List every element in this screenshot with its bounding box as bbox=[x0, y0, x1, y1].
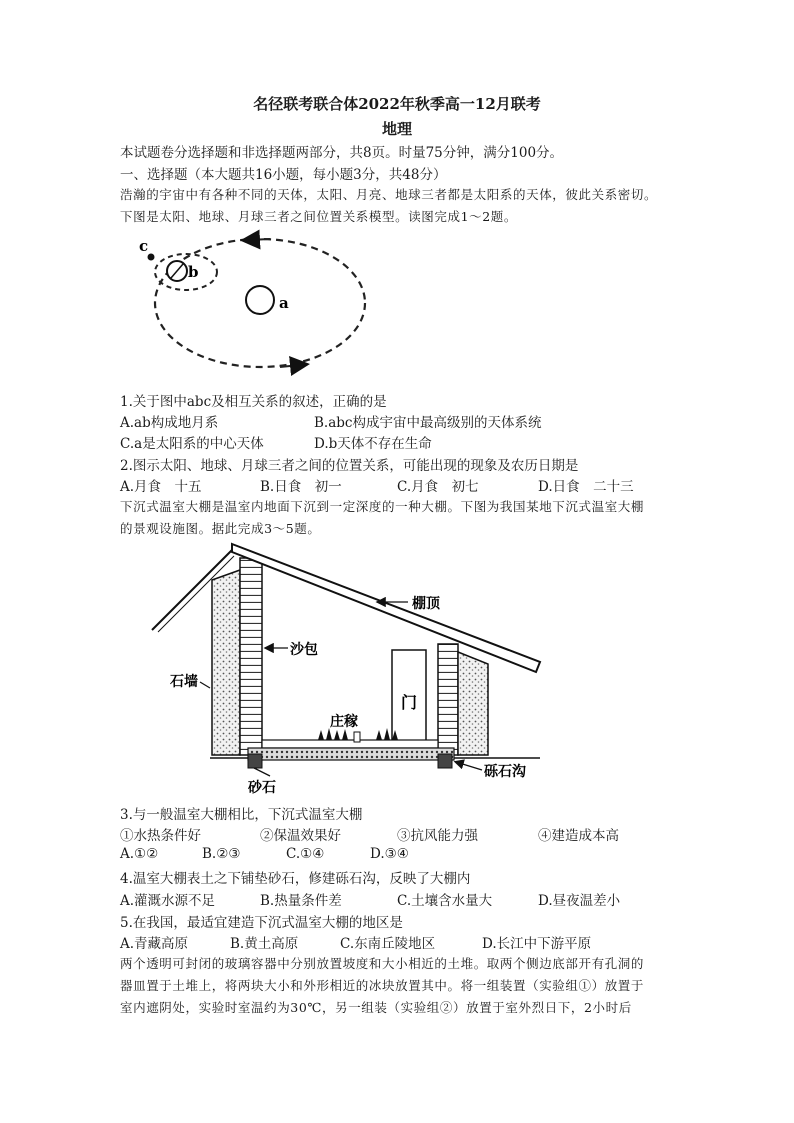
q1-option-b[interactable]: B.abc构成宇宙中最高级别的天体系统 bbox=[314, 415, 542, 431]
q2-option-d[interactable]: D.日食 二十三 bbox=[538, 479, 634, 495]
ditch-label: 砾石沟 bbox=[484, 764, 526, 780]
q2-option-a[interactable]: A.月食 十五 bbox=[120, 479, 202, 495]
q1-option-a[interactable]: A.ab构成地月系 bbox=[120, 415, 219, 431]
exam-title: 名径联考联合体2022年秋季高一12月联考 bbox=[253, 95, 541, 113]
q1-option-c[interactable]: C.a是太阳系的中心天体 bbox=[120, 436, 264, 452]
stonewall-label: 石墙 bbox=[170, 674, 198, 690]
q4-option-b[interactable]: B.热量条件差 bbox=[260, 893, 342, 909]
sandbag-label: 沙包 bbox=[290, 642, 318, 658]
q1-option-d[interactable]: D.b天体不存在生命 bbox=[314, 436, 432, 452]
section-heading: 一、选择题（本大题共16小题，每小题3分，共48分） bbox=[120, 167, 447, 183]
q1-stem: 1.关于图中abc及相互关系的叙述，正确的是 bbox=[120, 394, 387, 410]
q3-option-b[interactable]: B.②③ bbox=[202, 846, 241, 862]
q3-option-a[interactable]: A.①② bbox=[120, 846, 159, 862]
passage-3-line-2: 器皿置于土堆上，将两块大小和外形相近的冰块放置其中。将一组装置（实验组①）放置于 bbox=[120, 978, 645, 993]
label-c: c bbox=[139, 237, 149, 255]
q3-statement-2: ②保温效果好 bbox=[260, 828, 341, 844]
label-b: b bbox=[188, 263, 199, 281]
small-post bbox=[354, 732, 360, 742]
q4-stem: 4.温室大棚表土之下铺垫砂石，修建砾石沟，反映了大棚内 bbox=[120, 871, 471, 887]
q5-option-d[interactable]: D.长江中下游平原 bbox=[482, 936, 592, 952]
sunken-greenhouse-figure bbox=[150, 540, 660, 795]
gravel-ditch-left bbox=[248, 754, 262, 768]
ditch-pointer bbox=[456, 762, 482, 770]
stonewall-pointer bbox=[200, 682, 210, 688]
q3-option-c[interactable]: C.①④ bbox=[286, 846, 325, 862]
q3-option-d[interactable]: D.③④ bbox=[370, 846, 409, 862]
roof bbox=[232, 544, 540, 672]
earth-orbit-arrow bbox=[250, 239, 270, 240]
q5-option-c[interactable]: C.东南丘陵地区 bbox=[340, 936, 436, 952]
roof-label: 棚顶 bbox=[412, 596, 440, 612]
gravel-label: 砂石 bbox=[248, 780, 276, 795]
passage-3-line-1: 两个透明可封闭的玻璃容器中分别放置坡度和大小相近的土堆。取两个侧边底部开有孔洞的 bbox=[120, 956, 645, 971]
q3-statement-1: ①水热条件好 bbox=[120, 828, 201, 844]
q4-option-c[interactable]: C.土壤含水量大 bbox=[397, 893, 493, 909]
intro-text: 本试题卷分选择题和非选择题两部分，共8页。时量75分钟，满分100分。 bbox=[120, 145, 564, 161]
q5-option-b[interactable]: B.黄土高原 bbox=[230, 936, 299, 952]
label-a: a bbox=[279, 294, 289, 312]
sun-earth-moon-figure bbox=[130, 228, 400, 380]
q3-statement-3: ③抗风能力强 bbox=[397, 828, 478, 844]
gravel-ditch-right bbox=[438, 754, 452, 768]
q4-option-a[interactable]: A.灌溉水源不足 bbox=[120, 893, 216, 909]
gravel-layer bbox=[248, 748, 454, 760]
right-stone-wall bbox=[458, 652, 488, 755]
passage-2-line-1: 下沉式温室大棚是温室内地面下沉到一定深度的一种大棚。下图为我国某地下沉式温室大棚 bbox=[120, 499, 645, 514]
passage-3-line-3: 室内遮阴处，实验时室温约为30℃，另一组装（实验组②）放置于室外烈日下，2小时后 bbox=[120, 1000, 632, 1015]
q3-stem: 3.与一般温室大棚相比，下沉式温室大棚 bbox=[120, 807, 363, 823]
sun-circle bbox=[246, 286, 274, 314]
door-label: 门 bbox=[401, 693, 418, 712]
q3-statement-4: ④建造成本高 bbox=[538, 828, 619, 844]
crops-label: 庄稼 bbox=[330, 714, 358, 730]
q5-option-a[interactable]: A.青藏高原 bbox=[120, 936, 189, 952]
moon-dot bbox=[148, 254, 155, 261]
left-sandbag-column bbox=[240, 558, 262, 755]
q2-option-b[interactable]: B.日食 初一 bbox=[260, 479, 342, 495]
passage-1-line-2: 下图是太阳、地球、月球三者之间位置关系模型。读图完成1～2题。 bbox=[120, 209, 518, 224]
q2-option-c[interactable]: C.月食 初七 bbox=[397, 479, 479, 495]
q5-stem: 5.在我国，最适宜建造下沉式温室大棚的地区是 bbox=[120, 915, 403, 931]
soil-bed bbox=[262, 740, 438, 748]
gravel-pointer bbox=[254, 768, 270, 776]
right-sandbag-column bbox=[438, 644, 458, 755]
q4-option-d[interactable]: D.昼夜温差小 bbox=[538, 893, 621, 909]
subject-title: 地理 bbox=[381, 120, 412, 138]
q2-stem: 2.图示太阳、地球、月球三者之间的位置关系，可能出现的现象及农历日期是 bbox=[120, 458, 579, 474]
passage-2-line-2: 的景观设施图。据此完成3～5题。 bbox=[120, 521, 321, 536]
passage-1-line-1: 浩瀚的宇宙中有各种不同的天体，太阳、月亮、地球三者都是太阳系的天体，彼此关系密切。 bbox=[120, 187, 658, 202]
left-stone-wall bbox=[212, 570, 240, 755]
